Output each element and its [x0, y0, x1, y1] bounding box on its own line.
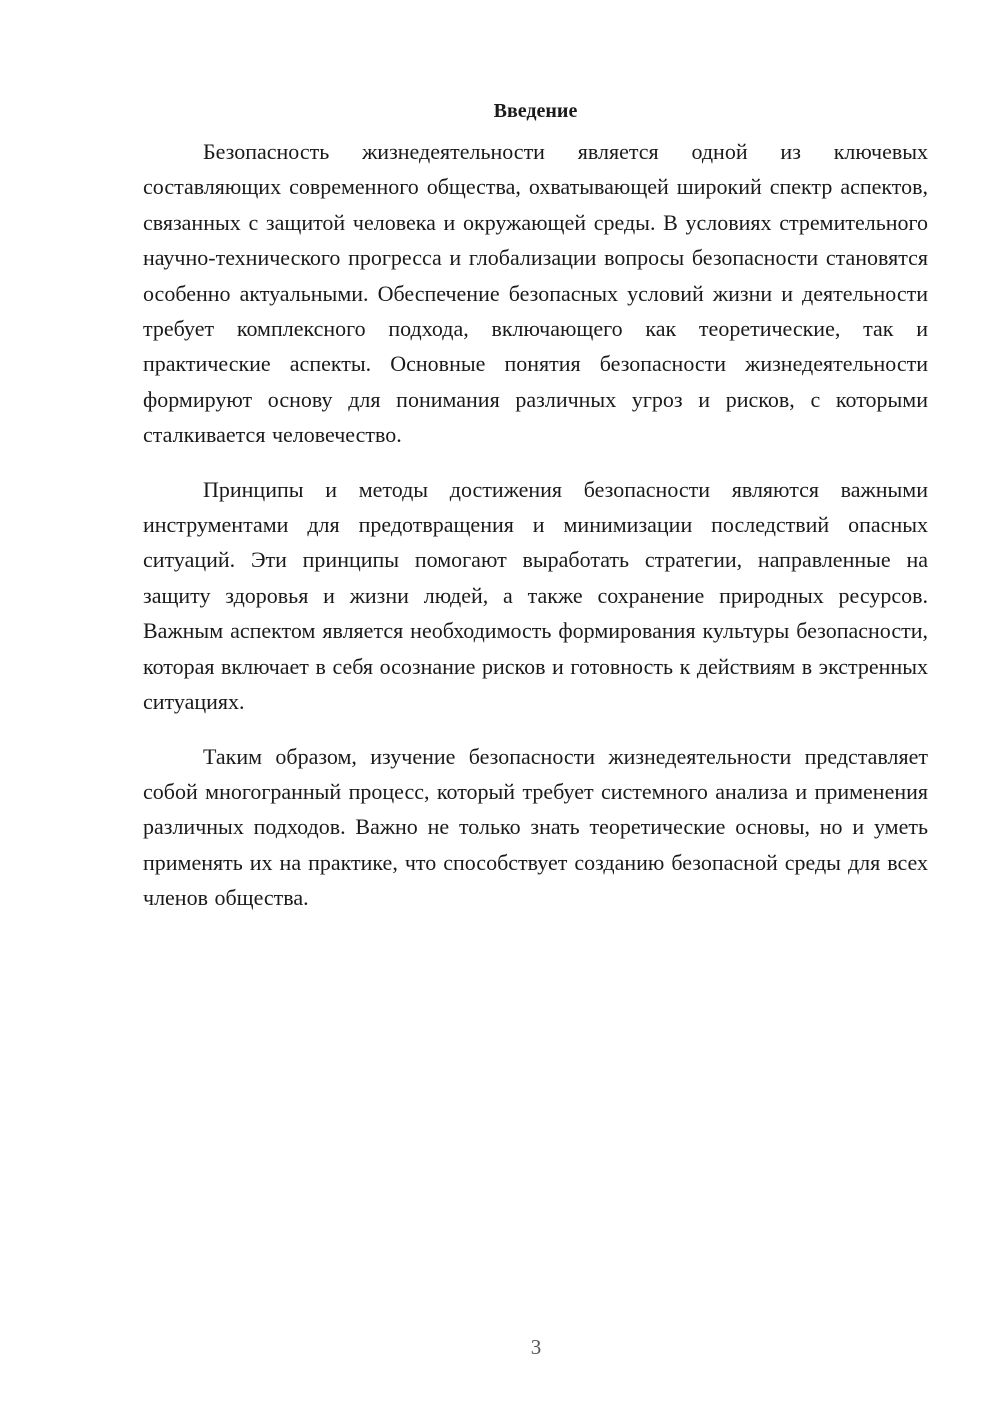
paragraph-1: Безопасность жизнедеятельности является одной из ключевых составляющих современного общества, охватывающей широкий спектр аспектов, связанных с защитой человека и окружающей среды. В условиях стремительного научно-технического прогресса и глобализации вопросы безопасности становятся особенно актуальными. Обеспечение безопасных условий жизни и деятельности требует комплексного подхода, включающего как теоретические, так и практические аспекты. Основные понятия безопасности жизнедеятельности формируют основу для понимания различных угроз и рисков, с которыми сталкивается человечество. [143, 139, 928, 448]
paragraph-3: Таким образом, изучение безопасности жизнедеятельности представляет собой многогранный процесс, который требует системного анализа и применения различных подходов. Важно не только знать теоретические основы, но и уметь применять их на практике, что способствует созданию безопасной среды для всех членов общества. [143, 743, 928, 911]
page-content [143, 96, 928, 916]
section-title: Введение [493, 100, 578, 122]
paragraph-2: Принципы и методы достижения безопасности являются важными инструментами для предотвращения и минимизации последствий опасных ситуаций. Эти принципы помогают выработать стратегии, направленные на защиту здоровья и жизни людей, а также сохранение природных ресурсов. Важным аспектом является необходимость формирования культуры безопасности, которая включает в себя осознание рисков и готовность к действиям в экстренных ситуациях. [143, 476, 928, 715]
page-number: 3 [530, 1335, 542, 1359]
